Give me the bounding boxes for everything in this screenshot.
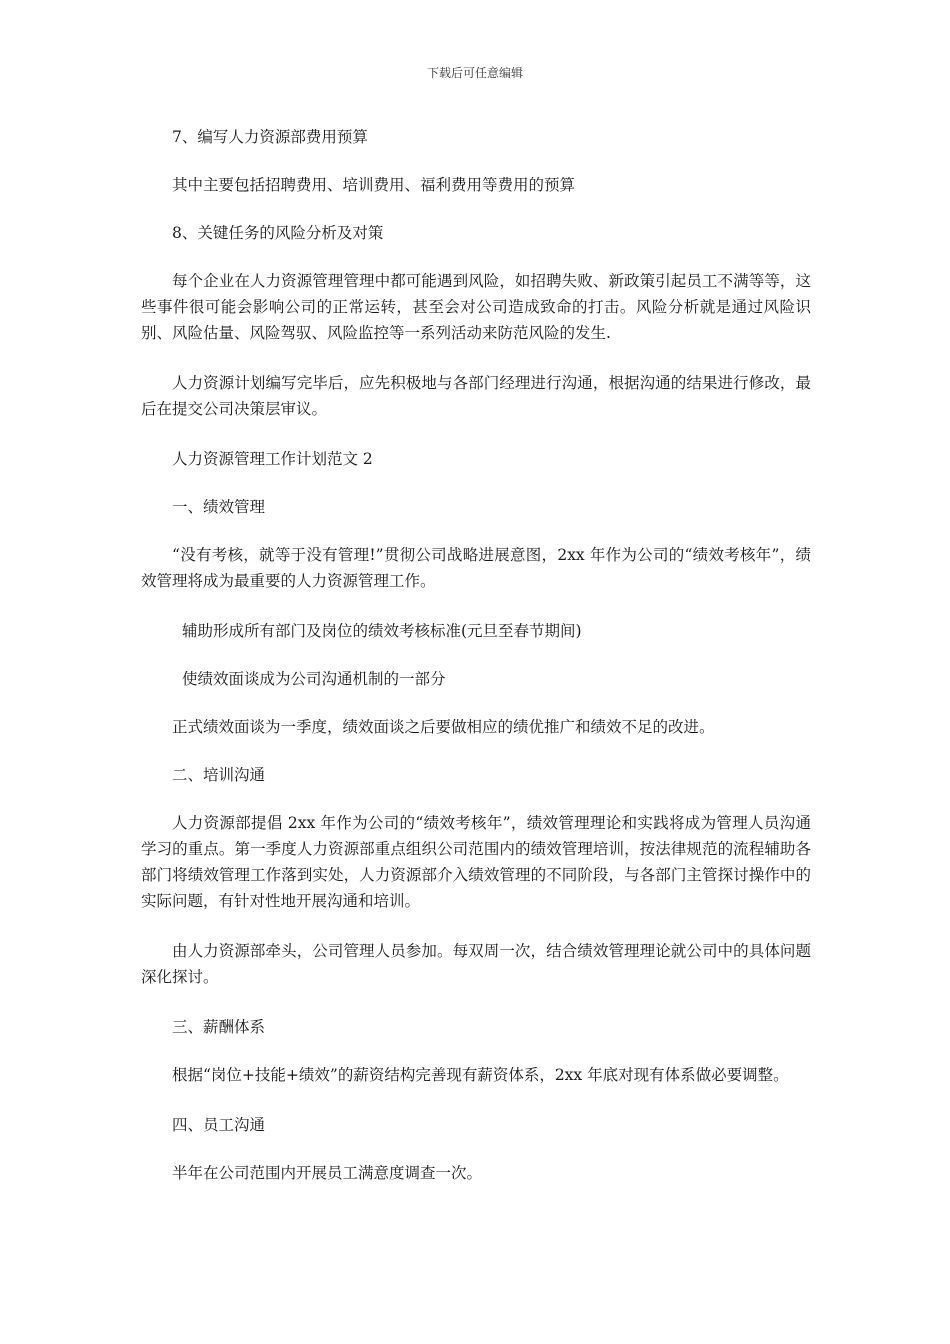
paragraph: 正式绩效面谈为一季度，绩效面谈之后要做相应的绩优推广和绩效不足的改进。	[172, 718, 715, 736]
document-subtitle: 人力资源管理工作计划范文 2	[172, 450, 373, 468]
paragraph: 根据“岗位+技能+绩效”的薪资结构完善现有薪资体系，2xx 年底对现有体系做必要调整。	[172, 1066, 789, 1084]
paragraph: “没有考核，就等于没有管理!”贯彻公司战略进展意图，2xx 年作为公司的“绩效考核年”，绩效管理将成为最重要的人力资源管理工作。	[141, 546, 811, 590]
paragraph: 每个企业在人力资源管理管理中都可能遇到风险，如招聘失败、新政策引起员工不满等等，这些事件很可能会影响公司的正常运转，甚至会对公司造成致命的打击。风险分析就是通过风险识别、风险估量、风险驾驭、风险监控等一系列活动来防范风险的发生.	[141, 272, 811, 342]
list-item: 辅助形成所有部门及岗位的绩效考核标准(元旦至春节期间)	[182, 622, 582, 640]
paragraph: 由人力资源部牵头，公司管理人员参加。每双周一次，结合绩效管理理论就公司中的具体问题深化探讨。	[141, 942, 811, 986]
paragraph: 人力资源部提倡 2xx 年作为公司的“绩效考核年”，绩效管理理论和实践将成为管理人员沟通学习的重点。第一季度人力资源部重点组织公司范围内的绩效管理培训，按法律规范的流程辅助各部门将绩效管理工作落到实处，人力资源部介入绩效管理的不同阶段，与各部门主管探讨操作中的实际问题，有针对性地开展沟通和培训。	[141, 814, 811, 910]
document-body	[141, 124, 811, 1186]
page-header: 下载后可任意编辑	[426, 66, 523, 80]
paragraph: 半年在公司范围内开展员工满意度调查一次。	[172, 1164, 483, 1182]
list-item: 使绩效面谈成为公司沟通机制的一部分	[182, 670, 446, 688]
paragraph: 其中主要包括招聘费用、培训费用、福利费用等费用的预算	[172, 176, 576, 194]
paragraph: 人力资源计划编写完毕后，应先积极地与各部门经理进行沟通，根据沟通的结果进行修改，最后在提交公司决策层审议。	[141, 374, 811, 418]
section-heading-performance: 一、绩效管理	[172, 498, 266, 516]
section-heading-budget: 7、编写人力资源部费用预算	[172, 128, 368, 146]
section-heading-communication: 四、员工沟通	[172, 1116, 266, 1134]
section-heading-risk: 8、关键任务的风险分析及对策	[172, 224, 384, 242]
section-heading-training: 二、培训沟通	[172, 766, 266, 784]
section-heading-compensation: 三、薪酬体系	[172, 1018, 266, 1036]
